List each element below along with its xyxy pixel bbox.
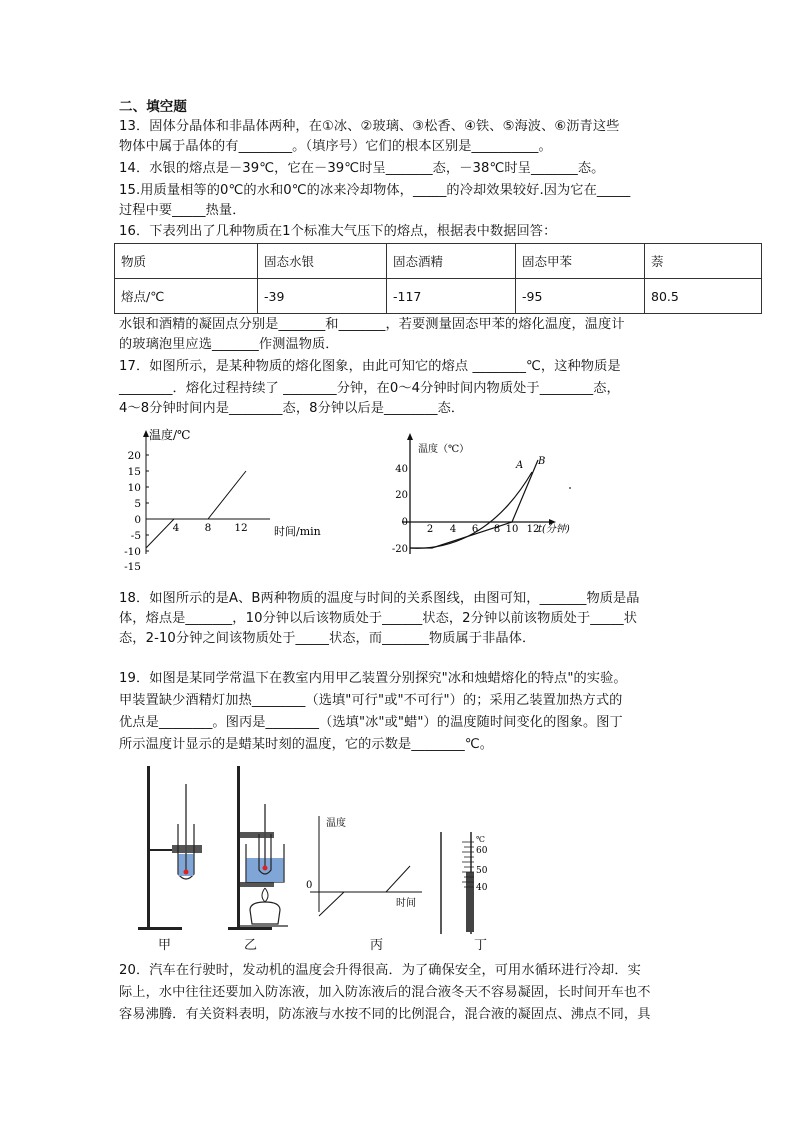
x-tick-label: 4 bbox=[449, 524, 457, 535]
x-tick-label: 12 bbox=[526, 524, 540, 535]
q13-line1: 13．固体分晶体和非晶体两种，在①冰、②玻璃、③松香、④铁、⑤海波、⑥沥青这些 bbox=[119, 119, 620, 134]
y-tick-label: -5 bbox=[130, 530, 141, 542]
x-tick-label: 12 bbox=[234, 522, 248, 534]
q18-line1: 18．如图所示的是A、B两种物质的温度与时间的关系图线，由图可知，_______物质是晶 bbox=[119, 591, 640, 606]
q18-line3: 态，2-10分钟之间该物质处于_____状态，而_______物质属于非晶体． bbox=[119, 631, 536, 646]
y-tick-label: 20 bbox=[127, 450, 141, 462]
apparatus-yi bbox=[226, 764, 306, 934]
q15-line2: 过程中要_____热量． bbox=[119, 203, 246, 218]
stand-base bbox=[138, 927, 182, 930]
therm-unit: ℃ bbox=[476, 835, 485, 844]
y-axis-arrow bbox=[407, 433, 413, 440]
table-cell: 80.5 bbox=[645, 279, 762, 314]
q19-line1: 19．如图是某同学常温下在教室内用甲乙装置分别探究"冰和烛蜡熔化的特点"的实验。 bbox=[119, 671, 627, 686]
y-tick-label: 10 bbox=[127, 482, 141, 494]
y-axis-label: 温度/℃ bbox=[149, 428, 191, 442]
flame bbox=[262, 888, 268, 902]
q17-line3: 4～8分钟时间内是________态，8分钟以后是________态． bbox=[119, 401, 465, 416]
q16-intro: 16．下表列出了几种物质在1个标准大气压下的熔点，根据表中数据回答： bbox=[119, 224, 557, 239]
melting-curve bbox=[146, 471, 246, 548]
mercury-column bbox=[466, 872, 474, 932]
thermometer-ding bbox=[438, 830, 498, 935]
y-axis-label: 温度（℃） bbox=[418, 444, 470, 455]
y-tick-label: 15 bbox=[127, 466, 141, 478]
y-tick-label: 0 bbox=[401, 517, 408, 528]
q17-line2: ________．熔化过程持续了 ________分钟，在0～4分钟时间内物质处于________态， bbox=[119, 381, 620, 396]
melting-graph-2 bbox=[362, 432, 592, 558]
table-cell: 萘 bbox=[645, 244, 762, 279]
melting-graph-1 bbox=[112, 424, 342, 573]
curve-a bbox=[410, 472, 532, 548]
stand-base bbox=[228, 927, 272, 930]
q15-line1: 15.用质量相等的0℃的水和0℃的冰来冷却物体，_____的冷却效果较好.因为它在_____ bbox=[119, 183, 631, 198]
q20-line1: 20．汽车在行驶时，发动机的温度会升得很高．为了确保安全，可用水循环进行冷却．实 bbox=[119, 963, 641, 978]
table-cell: 固态水银 bbox=[258, 244, 387, 279]
q19-line2: 甲装置缺少酒精灯加热________（选填"可行"或"不可行"）的；采用乙装置加热方式的 bbox=[119, 693, 623, 708]
y-tick-label: -20 bbox=[391, 544, 408, 555]
caption-ding: 丁 bbox=[474, 938, 488, 953]
y-tick-label: 20 bbox=[395, 490, 408, 501]
apparatus-jia bbox=[136, 764, 216, 934]
q20-line3: 容易沸腾．有关资料表明，防冻液与水按不同的比例混合，混合液的凝固点、沸点不同，具 bbox=[119, 1007, 651, 1022]
y-tick-label: -10 bbox=[124, 546, 141, 558]
table-cell: -117 bbox=[387, 279, 516, 314]
q13-line2: 物体中属于晶体的有________。（填序号）它们的根本区别是__________。 bbox=[119, 139, 552, 154]
x-tick-label: 6 bbox=[471, 524, 479, 535]
x-axis-label: 时间 bbox=[396, 898, 416, 909]
clamp bbox=[240, 832, 274, 838]
therm-tick-label: 60 bbox=[476, 846, 488, 856]
section-title: 二、填空题 bbox=[119, 99, 187, 115]
q14-text: 14．水银的熔点是－39℃，它在－39℃时呈_______态，－38℃时呈_______态。 bbox=[119, 161, 605, 176]
alcohol-lamp bbox=[250, 902, 280, 924]
table-cell: 熔点/℃ bbox=[115, 279, 258, 314]
x-axis-label: 时间/min bbox=[274, 525, 321, 538]
curve-a-label: A bbox=[516, 460, 524, 471]
q19-line3: 优点是________。图丙是________（选填"冰"或"蜡"）的温度随时间变化的图象。图丁 bbox=[119, 715, 623, 730]
caption-bing: 丙 bbox=[370, 938, 384, 953]
table-row bbox=[115, 279, 762, 314]
wax-temperature-graph bbox=[300, 806, 430, 916]
x-tick-label: 8 bbox=[493, 524, 501, 535]
table-cell: -95 bbox=[516, 279, 645, 314]
table-header-row bbox=[115, 244, 762, 279]
x-axis-label: t(分钟) bbox=[538, 524, 570, 535]
y-tick-label: -15 bbox=[124, 561, 141, 573]
x-tick-label: 10 bbox=[505, 524, 519, 535]
y-tick-label: 40 bbox=[395, 464, 408, 475]
clamp bbox=[172, 845, 202, 853]
x-tick-label: 2 bbox=[426, 524, 434, 535]
q18-line2: 体，熔点是_______，10分钟以后该物质处于______状态，2分钟以前该物质处于_____状 bbox=[119, 611, 638, 626]
y-tick-label: 0 bbox=[134, 514, 141, 526]
stand-rod bbox=[147, 766, 150, 930]
q16-after1: 水银和酒精的凝固点分别是_______和_______，若要测量固态甲苯的熔化温度，温度计 bbox=[119, 317, 625, 332]
curve-b-label: B bbox=[538, 456, 546, 467]
table-cell: 物质 bbox=[115, 244, 258, 279]
melting-point-table bbox=[114, 243, 762, 314]
y-tick-label: 5 bbox=[134, 498, 141, 510]
table-cell: -39 bbox=[258, 279, 387, 314]
y-axis-label: 温度 bbox=[326, 818, 346, 829]
table-cell: 固态酒精 bbox=[387, 244, 516, 279]
x-tick-label: 8 bbox=[204, 522, 212, 534]
table-cell: 固态甲苯 bbox=[516, 244, 645, 279]
caption-jia: 甲 bbox=[158, 938, 172, 953]
q17-line1: 17．如图所示，是某种物质的熔化图象，由此可知它的熔点 ________℃，这种物质是 bbox=[119, 359, 621, 374]
caption-yi: 乙 bbox=[244, 938, 258, 953]
therm-tick-label: 50 bbox=[476, 866, 488, 876]
ring-support bbox=[240, 882, 274, 887]
q16-after2: 的玻璃泡里应选_______作测温物质． bbox=[119, 337, 339, 352]
therm-tick-label: 40 bbox=[476, 883, 488, 893]
origin-label: 0 bbox=[306, 880, 313, 891]
stand-rod bbox=[237, 766, 240, 930]
q20-line2: 际上，水中往往还要加入防冻液，加入防冻液后的混合液冬天不容易凝固，长时间开车也不 bbox=[119, 985, 651, 1000]
x-tick-label: 4 bbox=[172, 522, 180, 534]
q19-line4: 所示温度计显示的是蜡某时刻的温度，它的示数是________℃。 bbox=[119, 737, 494, 752]
